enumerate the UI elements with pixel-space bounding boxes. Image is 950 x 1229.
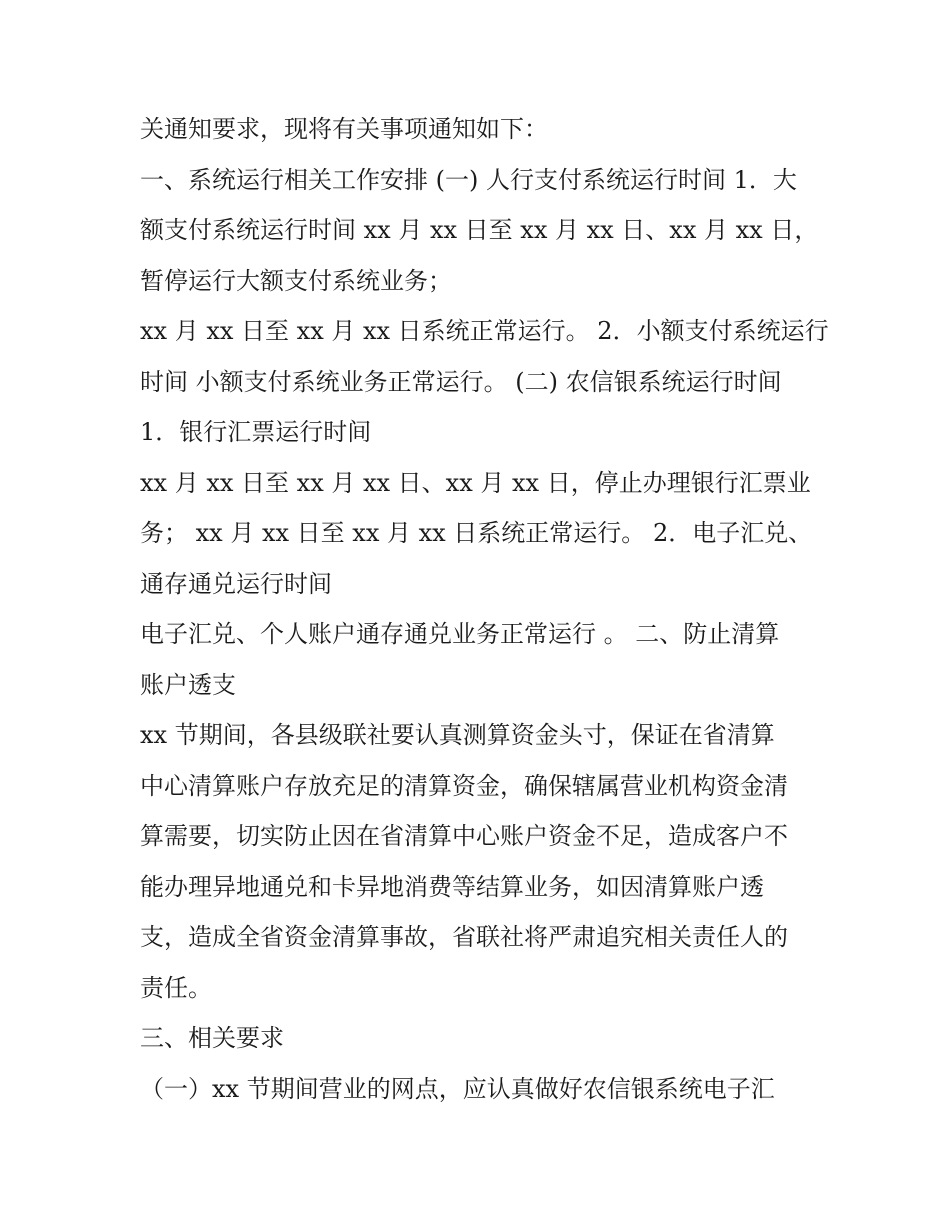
text-line: 责任。 [140,973,212,1002]
text-line: 中心清算账户存放充足的清算资金，确保辖属营业机构资金清 [140,771,788,800]
text-line: 支，造成全省资金清算事故，省联社将严肃追究相关责任人的 [140,923,788,951]
text-line: 额支付系统运行时间 xx 月 xx 日至 xx 月 xx 日、xx 月 xx 日， [140,216,819,244]
text-line: 通存通兑运行时间 [140,569,332,598]
text-line: 一、系统运行相关工作安排 (一) 人行支付系统运行时间 1．大 [140,165,797,194]
text-line: 暂停运行大额支付系统业务； [140,266,452,295]
text-line: xx 月 xx 日至 xx 月 xx 日、xx 月 xx 日，停止办理银行汇票业 [140,468,811,497]
text-line: （一）xx 节期间营业的网点，应认真做好农信银系统电子汇 [140,1074,775,1103]
text-line: xx 月 xx 日至 xx 月 xx 日系统正常运行。 2．小额支付系统运行 [140,317,829,345]
text-line: 务； xx 月 xx 日至 xx 月 xx 日系统正常运行。 2．电子汇兑、 [140,519,813,547]
text-line: 电子汇兑、个人账户通存通兑业务正常运行 。 二、防止清算 [140,620,780,648]
document-body [140,104,829,1114]
text-line: 算需要，切实防止因在省清算中心账户资金不足，造成客户不 [140,822,788,850]
section-heading: 三、相关要求 [140,1024,284,1052]
text-line: 关通知要求，现将有关事项通知如下： [140,115,548,143]
text-line: 账户透支 [140,670,236,699]
text-line: 时间 小额支付系统业务正常运行。 (二) 农信银系统运行时间 [140,367,782,396]
text-line: 能办理异地通兑和卡异地消费等结算业务，如因清算账户透 [140,872,764,901]
text-line: xx 节期间，各县级联社要认真测算资金头寸，保证在省清算 [140,721,775,749]
text-line: 1．银行汇票运行时间 [140,418,372,446]
